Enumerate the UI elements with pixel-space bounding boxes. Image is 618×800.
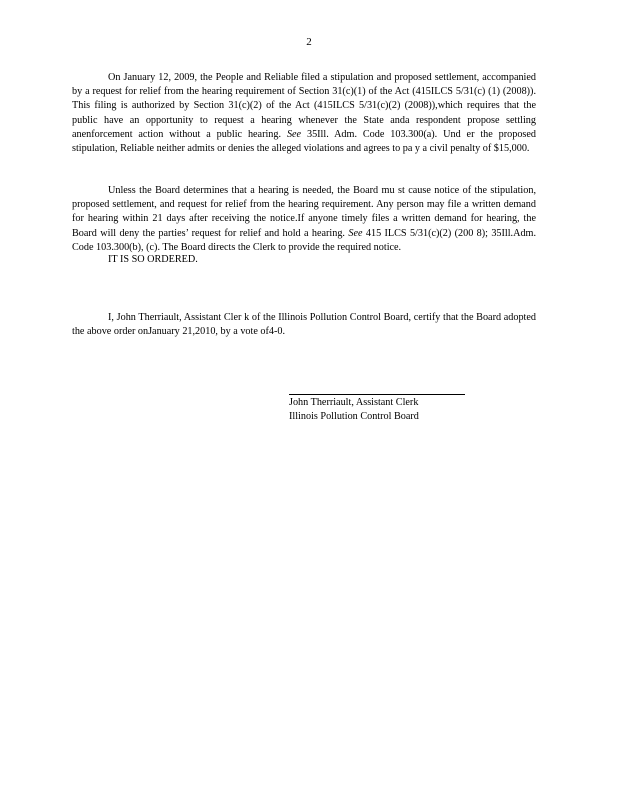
page-number: 2 [306,36,312,48]
paragraph-notice-hearing [72,184,536,255]
signer-name: John Therriault, Assistant Clerk [289,397,419,408]
paragraph-text: Unless the Board determines that a hearing is needed, the Board mu st cause notice of the stipulation, proposed settlement, and request for relief from the hearing requirement. Any person may file a written demand for hearing within 21 days after receiving the notice.If anyone timely files a written demand for hearing, the Board will deny the parties’ request for relief and hold a hearing. [72,185,536,239]
order-statement: IT IS SO ORDERED. [108,254,198,265]
paragraph-text: On January 12, 2009, the People and Reliable filed a stipulation and proposed settlement, accompanied by a request for relief from the hearing requirement of Section 31(c)(1) of the Act (415ILCS 5/31(c) (1) (2008)). This filing is authorized by Section 31(c)(2) of the Act (415ILCS 5/31(c)(2) (2008)),which requires that the public have an opportunity to request a hearing whenever the State anda respondent propose settling anenforcement action without a public hearing. [72,72,536,140]
citation-signal: See [286,128,302,140]
signature-line [289,394,465,395]
signer-organization: Illinois Pollution Control Board [289,411,419,423]
paragraph-certification: I, John Therriault, Assistant Cler k of the Illinois Pollution Control Board, certify that the Board adopted the above order onJanuary 21,2010, by a vote of4-0. [72,312,536,338]
citation-signal: See [348,227,363,239]
signature-block [289,396,419,424]
paragraph-text: 415 ILCS 5/31(c)(2) (200 8); 35Ill.Adm. Code 103.300(b), (c). The Board directs the Clerk to provide the required notice. [72,227,537,253]
paragraph-text: 35Ill. Adm. Code 103.300(a). Und er the proposed stipulation, Reliable neither admits or denies the alleged violations and agrees to pa y a civil penalty of $15,000. [72,128,537,155]
paragraph-settlement-filing [72,71,536,156]
